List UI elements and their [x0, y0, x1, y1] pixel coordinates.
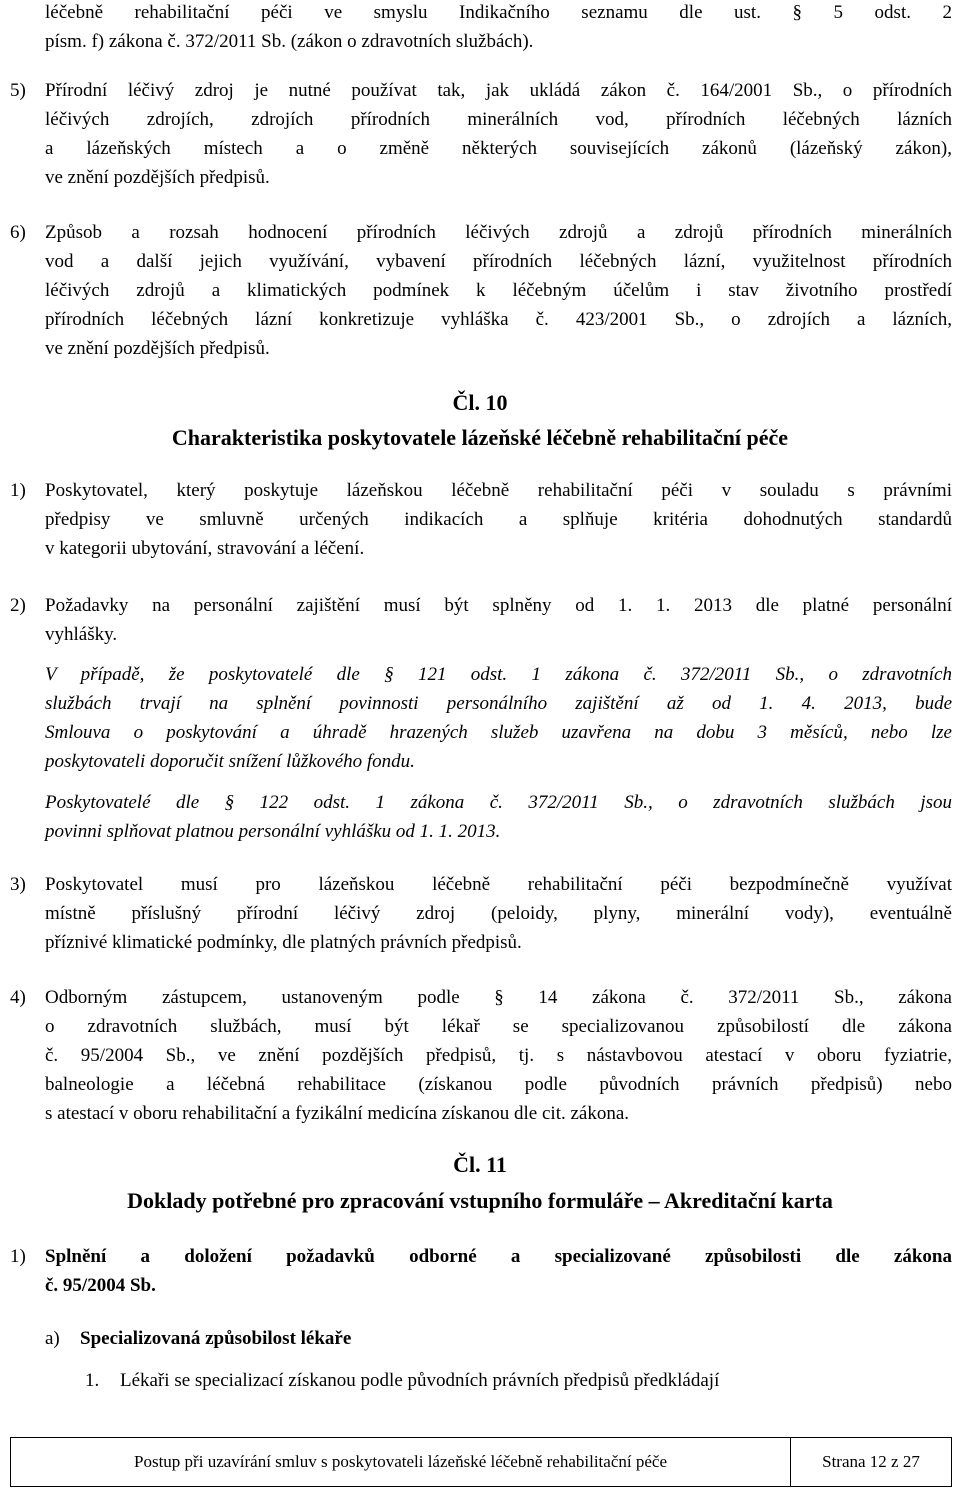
article-title: Charakteristika poskytovatele lázeňské léčebně rehabilitační péče: [171, 425, 789, 450]
article10-item-4: [10, 983, 952, 1128]
article10-item-2: [10, 591, 952, 649]
text-line: v kategorii ubytování, stravování a léčení.: [45, 538, 365, 559]
item-body: [10, 870, 952, 957]
text-line: léčebně rehabilitační péči ve smyslu Indikačního seznamu dle ust. § 5 odst. 2: [45, 2, 952, 23]
item-number: 5): [10, 80, 26, 101]
item-body: [10, 983, 952, 1128]
text-line: Požadavky na personální zajištění musí být splněny od 1. 1. 2013 dle platné personální: [45, 595, 952, 616]
item-body: Specializovaná způsobilost lékaře: [80, 1328, 352, 1349]
note-paragraph-2: [45, 788, 952, 846]
item-body: [10, 476, 952, 563]
note-paragraph-1: [45, 660, 952, 776]
text-line: přírodních léčebných lázní konkretizuje vyhláška č. 423/2001 Sb., o zdrojích a lázních,: [45, 309, 952, 330]
paragraph-6: [10, 218, 952, 363]
text-line: léčivých zdrojů a klimatických podmínek k léčebným účelům i stav životního prostředí: [45, 280, 952, 301]
text-line: poskytovateli doporučit snížení lůžkového fondu.: [45, 751, 415, 772]
text-line: ve znění pozdějších předpisů.: [45, 338, 270, 359]
item-body: [10, 591, 952, 649]
text-line: balneologie a léčebná rehabilitace (získanou podle původních právních předpisů) nebo: [45, 1074, 952, 1095]
sub-item-1: [85, 1366, 952, 1395]
text-line: Přírodní léčivý zdroj je nutné používat tak, jak ukládá zákon č. 164/2001 Sb., o přírodních: [45, 80, 952, 101]
text-line: léčivých zdrojích, zdrojích přírodních minerálních vod, přírodních léčebných lázních: [45, 109, 952, 130]
text-line: Poskytovatelé dle § 122 odst. 1 zákona č. 372/2011 Sb., o zdravotních službách jsou: [45, 792, 952, 813]
text-line: předpisy ve smluvně určených indikacích a splňuje kritéria dohodnutých standardů: [45, 509, 952, 530]
page-footer: [10, 1437, 952, 1487]
text-line: Splnění a doložení požadavků odborné a specializované způsobilosti dle zákona: [45, 1246, 952, 1267]
item-body: [10, 218, 952, 363]
text-line: Odborným zástupcem, ustanoveným podle § 14 zákona č. 372/2011 Sb., zákona: [45, 987, 952, 1008]
item-label: 1.: [85, 1370, 100, 1391]
item-body: [10, 1242, 952, 1300]
item-number: 6): [10, 222, 26, 243]
text-line: vod a další jejich využívání, vybavení přírodních léčebných lázní, využitelnost přírodních: [45, 251, 952, 272]
page-number: Strana 12 z 27: [822, 1452, 920, 1471]
item-number: 1): [10, 1246, 26, 1267]
sub-item-a: [45, 1324, 952, 1353]
article-title: Doklady potřebné pro zpracování vstupního formuláře – Akreditační karta: [127, 1188, 833, 1213]
text-line: V případě, že poskytovatelé dle § 121 odst. 1 zákona č. 372/2011 Sb., o zdravotních: [45, 664, 952, 685]
text-line: příznivé klimatické podmínky, dle platných právních předpisů.: [45, 932, 522, 953]
text-line: Způsob a rozsah hodnocení přírodních léčivých zdrojů a zdrojů přírodních minerálních: [45, 222, 952, 243]
text-line: písm. f) zákona č. 372/2011 Sb. (zákon o zdravotních službách).: [45, 31, 534, 52]
text-line: č. 95/2004 Sb.: [45, 1275, 156, 1296]
item-label: a): [45, 1328, 60, 1349]
text-line: s atestací v oboru rehabilitační a fyzikální medicína získanou dle cit. zákona.: [45, 1103, 630, 1124]
text-line: povinni splňovat platnou personální vyhlášku od 1. 1. 2013.: [45, 821, 501, 842]
text-line: o zdravotních službách, musí být lékař se specializovanou způsobilostí dle zákona: [45, 1016, 952, 1037]
article11-item-1: [10, 1242, 952, 1300]
text-line: službách trvají na splnění povinnosti personálního zajištění až od 1. 4. 2013, bude: [45, 693, 952, 714]
text-line: ve znění pozdějších předpisů.: [45, 167, 270, 188]
footer-title: Postup při uzavírání smluv s poskytovateli lázeňské léčebně rehabilitační péče: [11, 1438, 791, 1486]
article10-item-3: [10, 870, 952, 957]
article-number: Čl. 10: [452, 390, 508, 415]
text-line: místně příslušný přírodní léčivý zdroj (peloidy, plyny, minerální vody), eventuálně: [45, 903, 952, 924]
item-body: Lékaři se specializací získanou podle původních právních předpisů předkládají: [120, 1370, 720, 1391]
text-line: č. 95/2004 Sb., ve znění pozdějších předpisů, tj. s nástavbovou atestací v oboru fyziatrie,: [45, 1045, 952, 1066]
text-line: a lázeňských místech a o změně některých souvisejících zákonů (lázeňský zákon),: [45, 138, 952, 159]
text-line: Poskytovatel, který poskytuje lázeňskou léčebně rehabilitační péči v souladu s právními: [45, 480, 952, 501]
paragraph-5: [10, 76, 952, 192]
item-number: 4): [10, 987, 26, 1008]
item-body: [10, 76, 952, 192]
text-line: vyhlášky.: [45, 624, 118, 645]
article-number: Čl. 11: [453, 1152, 507, 1177]
item-number: 3): [10, 874, 26, 895]
text-line: Poskytovatel musí pro lázeňskou léčebně rehabilitační péči bezpodmínečně využívat: [45, 874, 952, 895]
item-number: 1): [10, 480, 26, 501]
text-line: Smlouva o poskytování a úhradě hrazených služeb uzavřena na dobu 3 měsíců, nebo lze: [45, 722, 952, 743]
item-number: 2): [10, 595, 26, 616]
article10-item-1: [10, 476, 952, 563]
continuation-paragraph: [45, 0, 952, 56]
